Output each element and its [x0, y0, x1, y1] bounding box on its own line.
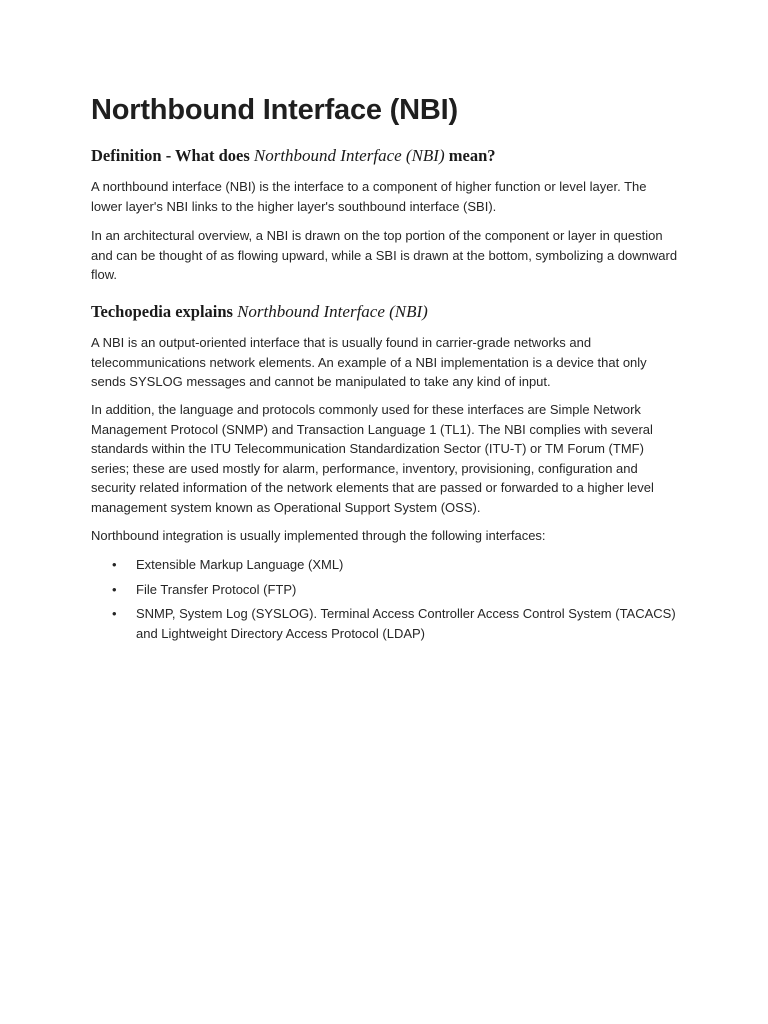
definition-heading-prefix: Definition - What does — [91, 146, 254, 165]
interfaces-list — [91, 555, 681, 648]
explains-heading-prefix: Techopedia explains — [91, 302, 238, 321]
bullet-icon: • — [112, 606, 117, 622]
explains-paragraph-1: A NBI is an output-oriented interface that is usually found in carrier-grade networks and telecommunications network elements. An example of a NBI implementation is a device that only sends SYSLOG messages and cannot be manipulated to take any kind of input. — [91, 335, 647, 390]
list-item — [91, 604, 681, 643]
list-item-text: File Transfer Protocol (FTP) — [136, 581, 297, 597]
definition-paragraph-1: A northbound interface (NBI) is the interface to a component of higher function or level layer. The lower layer's NBI links to the higher layer's southbound interface (SBI). — [91, 179, 647, 214]
list-item — [91, 555, 681, 575]
definition-heading — [91, 145, 496, 167]
list-item-text: SNMP, System Log (SYSLOG). Terminal Access Controller Access Control System (TACACS) and Lightweight Directory Access Protocol (LDAP) — [136, 606, 676, 641]
definition-paragraph-2: In an architectural overview, a NBI is drawn on the top portion of the component or layer in question and can be thought of as flowing upward, while a SBI is drawn at the bottom, symbolizing a downward flow. — [91, 228, 678, 283]
explains-paragraph-2: In addition, the language and protocols commonly used for these interfaces are Simple Network Management Protocol (SNMP) and Transaction Language 1 (TL1). The NBI complies with several standards within the ITU Telecommunication Standardization Sector (ITU-T) or TM Forum (TMF) series; these are used mostly for alarm, performance, inventory, provisioning, configuration and security related information of the network elements that are passed or forwarded to a higher level management system known as Operational Support System (OSS). — [91, 402, 654, 515]
definition-heading-term: Northbound Interface (NBI) — [253, 146, 445, 165]
explains-paragraph-3: Northbound integration is usually implemented through the following interfaces: — [91, 528, 546, 543]
page-title: Northbound Interface (NBI) — [91, 94, 458, 126]
list-item — [91, 580, 681, 600]
bullet-icon: • — [112, 557, 117, 572]
explains-heading-term: Northbound Interface (NBI) — [237, 302, 428, 321]
list-item-text: Extensible Markup Language (XML) — [136, 557, 344, 572]
explains-heading — [91, 301, 428, 323]
definition-heading-suffix: mean? — [444, 146, 496, 165]
bullet-icon: • — [112, 581, 117, 597]
